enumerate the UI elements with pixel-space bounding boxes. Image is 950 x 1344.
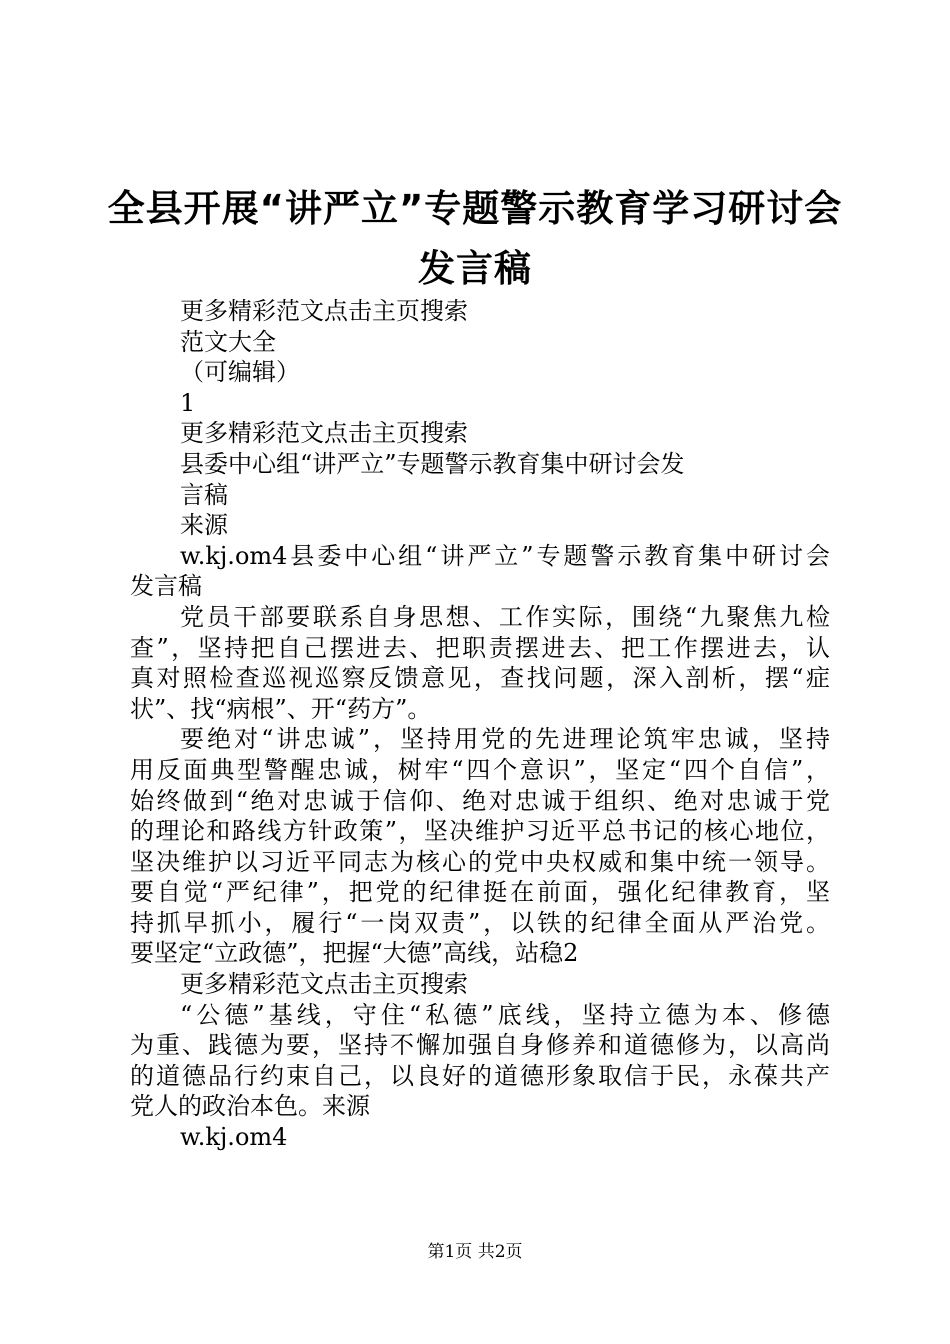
body-line: 坚决维护以习近平同志为核心的党中央权威和集中统一领导。 (130, 847, 830, 876)
page-footer: 第1页 共2页 (427, 1242, 523, 1262)
body-line: 的道德品行约束自己，以良好的道德形象取信于民，永葆共产 (130, 1061, 830, 1090)
promo-text: 更多精彩范文点击主页搜索 (180, 419, 468, 448)
body-line: 县委中心组“讲严立”专题警示教育集中研讨会发 (180, 449, 685, 478)
document-body (130, 296, 830, 1153)
promo-text: 更多精彩范文点击主页搜索 (180, 297, 468, 325)
body-line: 要绝对“讲忠诚”，坚持用党的先进理论筑牢忠诚，坚持 (180, 725, 830, 754)
body-line: 要自觉“严纪律”，把党的纪律挺在前面，强化纪律教育，坚 (130, 878, 830, 907)
document-title-line-2: 发言稿 (418, 247, 532, 290)
page-marker: 1 (180, 388, 196, 417)
body-line: 言稿 (180, 480, 228, 509)
body-line: 状”、找“病根”、开“药方”。 (130, 694, 432, 723)
body-line: 的理论和路线方针政策”，坚决维护习近平总书记的核心地位， (130, 817, 830, 846)
promo-text: （可编辑） (180, 358, 300, 387)
body-line: “公德”基线，守住“私德”底线，坚持立德为本、修德 (180, 1000, 830, 1029)
body-line: 始终做到“绝对忠诚于信仰、绝对忠诚于组织、绝对忠诚于党 (130, 786, 830, 815)
body-line: 为重、践德为要，坚持不懈加强自身修养和道德修为，以高尚 (130, 1031, 830, 1060)
body-line: 查”，坚持把自己摆进去、把职责摆进去、把工作摆进去，认 (130, 633, 830, 662)
document-title-line-1: 全县开展“讲严立”专题警示教育学习研讨会 (107, 187, 843, 230)
source-url: w.kj.om4 (180, 1123, 288, 1152)
body-line: 用反面典型警醒忠诚，树牢“四个意识”，坚定“四个自信”， (130, 755, 830, 784)
body-line: w.kj.om4县委中心组“讲严立”专题警示教育集中研讨会 (180, 541, 830, 570)
body-line: 要坚定“立政德”，把握“大德”高线，站稳2 (130, 939, 579, 968)
body-line: 真对照检查巡视巡察反馈意见，查找问题，深入剖析，摆“症 (130, 664, 830, 693)
body-line: 发言稿 (130, 572, 202, 601)
body-line: 持抓早抓小，履行“一岗双责”，以铁的纪律全面从严治党。 (130, 908, 830, 937)
body-line: 党员干部要联系自身思想、工作实际，围绕“九聚焦九检 (180, 602, 830, 631)
body-line: 党人的政治本色。来源 (130, 1092, 370, 1121)
promo-text: 范文大全 (180, 327, 276, 356)
promo-text: 更多精彩范文点击主页搜索 (180, 970, 468, 999)
body-line: 来源 (180, 511, 228, 540)
